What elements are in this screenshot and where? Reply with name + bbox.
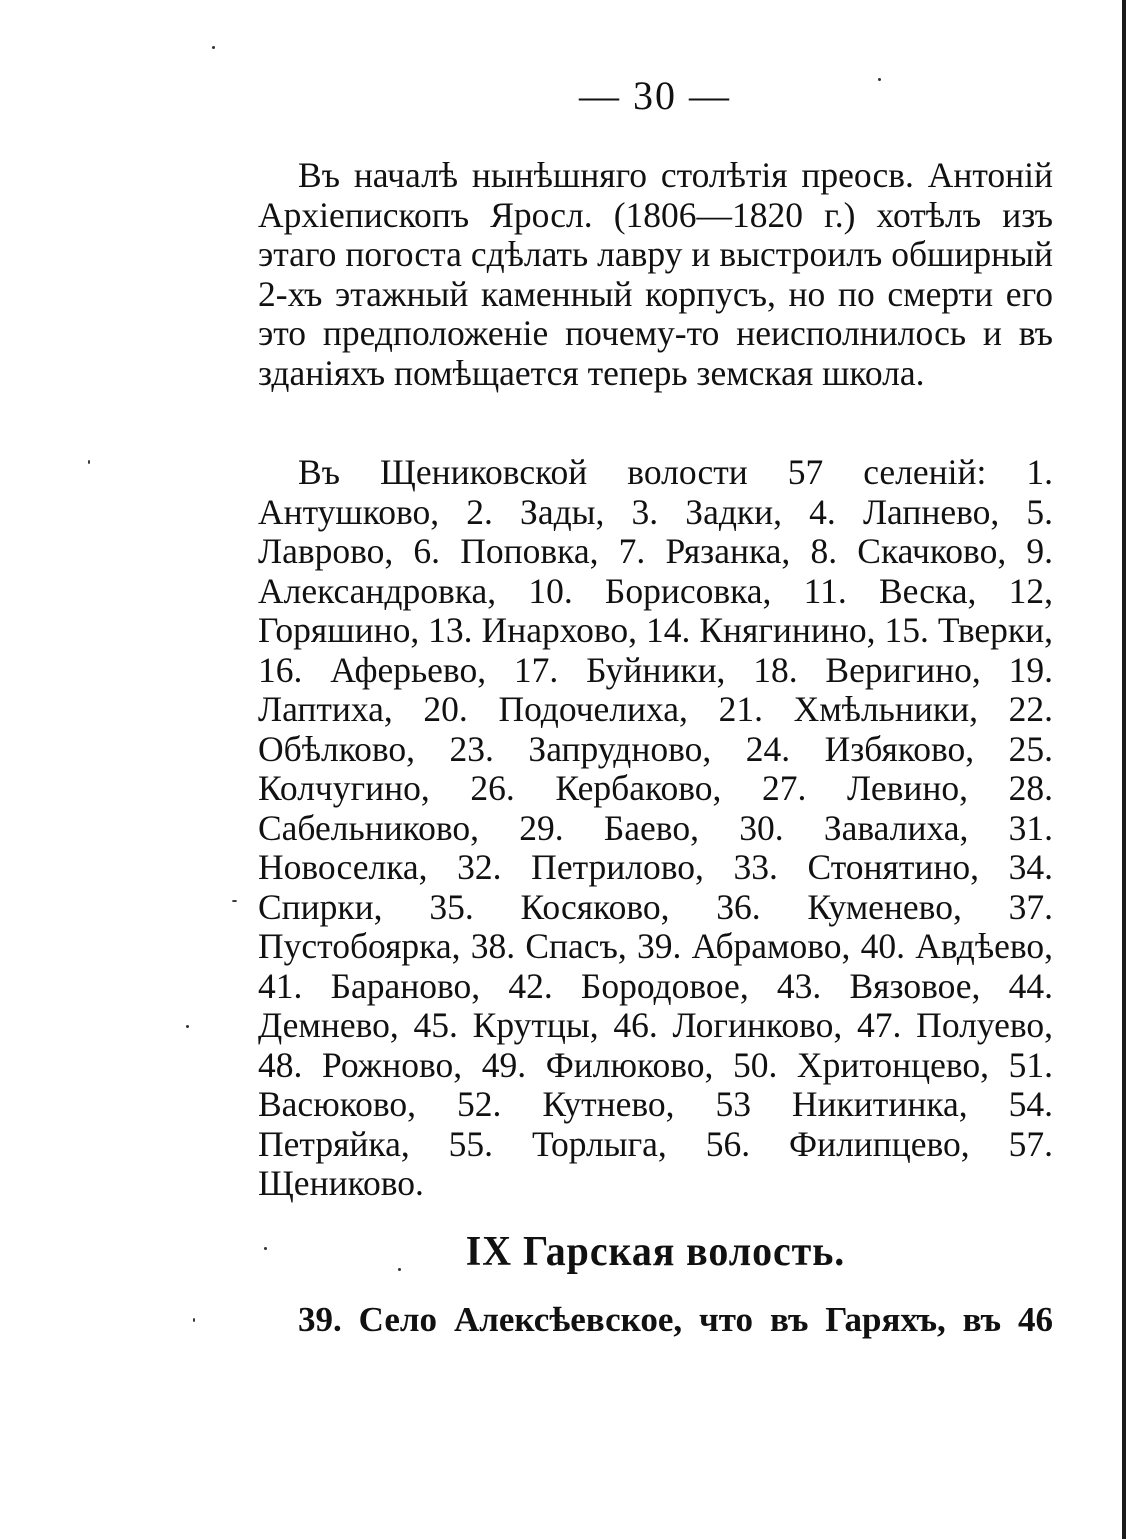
scan-speck — [232, 900, 237, 902]
scan-speck — [186, 1025, 189, 1028]
scan-speck — [398, 1268, 401, 1271]
paragraph-villages-text: Въ Щениковской волости 57 селеній: 1. Антушково, 2. Зады, 3. Задки, 4. Лапнево, 5. Лаврово, 6. Поповка, 7. Рязанка, 8. Скачково, 9. Александровка, 10. Борисовка, 11. Веска, 12, Горяшино, 13. Инархово, 14. Княгинино, 15. Тверки, 16. Аферьево, 17. Буйники, 18. Веригино, 19. Лаптиха, 20. Подочелиха, 21. Хмѣльники, 22. Обѣлково, 23. Запрудново, 24. Избяково, 25. Колчугино, 26. Кербаково, 27. Левино, 28. Сабельниково, 29. Баево, 30. Завалиха, 31. Новоселка, 32. Петрилово, 33. Стонятино, 34. Спирки, 35. Косяково, 36. Куменево, 37. Пустобоярка, 38. Спасъ, 39. Абрамово, 40. Авдѣево, 41. Бараново, 42. Бородовое, 43. Вязовое, 44. Демнево, 45. Крутцы, 46. Логинково, 47. Полуево, 48. Рожново, 49. Филюково, 50. Хритонцево, 51. Васюково, 52. Кутнево, 53 Никитинка, 54. Петряйка, 55. Торлыга, 56. Филипцево, 57. Щениково. — [258, 452, 1053, 1203]
scan-speck — [212, 46, 215, 49]
scan-speck — [264, 1247, 267, 1250]
scan-speck — [88, 460, 90, 464]
scan-speck — [878, 78, 881, 81]
paragraph-history-text: Въ началѣ нынѣшняго столѣтія преосв. Антоній Архіепископъ Яросл. (1806—1820 г.) хотѣлъ изъ этаго погоста сдѣлать лавру и выстроилъ обширный 2-хъ этажный каменный корпусъ, но по смерти его это предположеніе почему-то неисполнилось и въ зданіяхъ помѣщается теперь земская школа. — [258, 155, 1053, 393]
page-edge-border — [1122, 0, 1126, 1539]
page-number: — 30 — — [579, 73, 731, 118]
paragraph-history — [258, 156, 1053, 393]
scan-speck — [193, 1318, 195, 1322]
entry-line: 39. Село Алексѣевское, что въ Гаряхъ, въ 46 — [298, 1300, 1053, 1339]
section-heading: IX Гарская волость. — [465, 1229, 846, 1275]
paragraph-villages — [258, 453, 1053, 1204]
